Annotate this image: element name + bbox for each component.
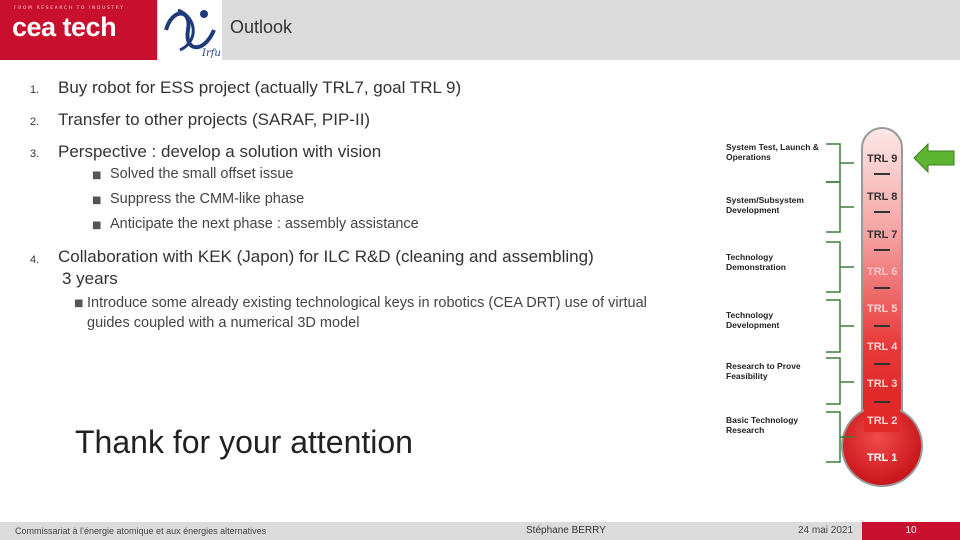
list-item-4: Collaboration with KEK (Japon) for ILC R&D (cleaning and assembling) bbox=[58, 247, 594, 266]
sub-item: Anticipate the next phase : assembly assistance bbox=[110, 216, 419, 232]
trl-stage-label: System Test, Launch & Operations bbox=[726, 142, 819, 162]
bullet-icon: ■ bbox=[92, 195, 102, 206]
bullet-icon: ■ bbox=[92, 220, 102, 231]
footer-organization: Commissariat à l’énergie atomique et aux énergies alternatives bbox=[15, 526, 267, 536]
sub-item: Suppress the CMM-like phase bbox=[110, 191, 305, 207]
trl-level-label: TRL 9 bbox=[867, 153, 898, 165]
trl-thermometer-icon bbox=[722, 122, 960, 494]
trl-stage-label: Basic Technology Research bbox=[726, 415, 799, 435]
page-number: 10 bbox=[862, 522, 960, 540]
cea-tech-logo bbox=[0, 0, 157, 60]
list-number-3: 3. bbox=[30, 148, 40, 160]
trl-stage-label: Research to Prove Feasibility bbox=[726, 361, 801, 381]
trl-thermometer-figure bbox=[722, 122, 960, 494]
page-title: Outlook bbox=[230, 17, 293, 37]
trl-stage-label: Technology Demonstration bbox=[726, 252, 786, 272]
list-item-3: Perspective : develop a solution with vision bbox=[58, 142, 382, 161]
trl-level-label: TRL 8 bbox=[867, 191, 898, 203]
list-number-1: 1. bbox=[30, 84, 40, 96]
list-number-2: 2. bbox=[30, 116, 40, 128]
trl-level-label: TRL 7 bbox=[867, 229, 898, 241]
footer-bar bbox=[0, 522, 960, 540]
irfu-logo-icon bbox=[158, 0, 222, 60]
trl-level-label: TRL 2 bbox=[867, 415, 898, 427]
header-bar bbox=[0, 0, 960, 60]
trl-level-label: TRL 4 bbox=[867, 341, 898, 353]
trl-level-label: TRL 6 bbox=[867, 266, 898, 278]
green-arrow-icon bbox=[914, 144, 954, 172]
footer-date: 24 mai 2021 bbox=[798, 525, 854, 536]
closing-message: Thank for your attention bbox=[75, 424, 413, 460]
list-item-2: Transfer to other projects (SARAF, PIP-II) bbox=[58, 110, 371, 129]
trl-stage-label: Technology Development bbox=[726, 310, 780, 330]
footer-author: Stéphane BERRY bbox=[526, 525, 606, 536]
bullet-icon: ■ bbox=[92, 170, 102, 181]
sub-item: Solved the small offset issue bbox=[110, 166, 294, 182]
list-number-4: 4. bbox=[30, 254, 40, 266]
irfu-logo bbox=[158, 0, 222, 60]
bullet-icon: ■ bbox=[74, 298, 84, 309]
trl-level-label: TRL 5 bbox=[867, 303, 898, 315]
logo-tagline: FROM RESEARCH TO INDUSTRY bbox=[14, 6, 125, 11]
logo-brand: cea tech bbox=[12, 12, 117, 42]
trl-level-label: TRL 3 bbox=[867, 378, 898, 390]
trl-stage-label: System/Subsystem Development bbox=[726, 195, 804, 215]
list-item-1: Buy robot for ESS project (actually TRL7, goal TRL 9) bbox=[58, 78, 462, 97]
partner-logo-text: Irfu bbox=[202, 48, 221, 59]
trl-level-label: TRL 1 bbox=[867, 452, 898, 464]
list-item-4-continued: 3 years bbox=[62, 269, 118, 288]
sub-item-4: Introduce some already existing technological keys in robotics (CEA DRT) use of virtual guides coupled with a numerical 3D model bbox=[87, 295, 647, 331]
